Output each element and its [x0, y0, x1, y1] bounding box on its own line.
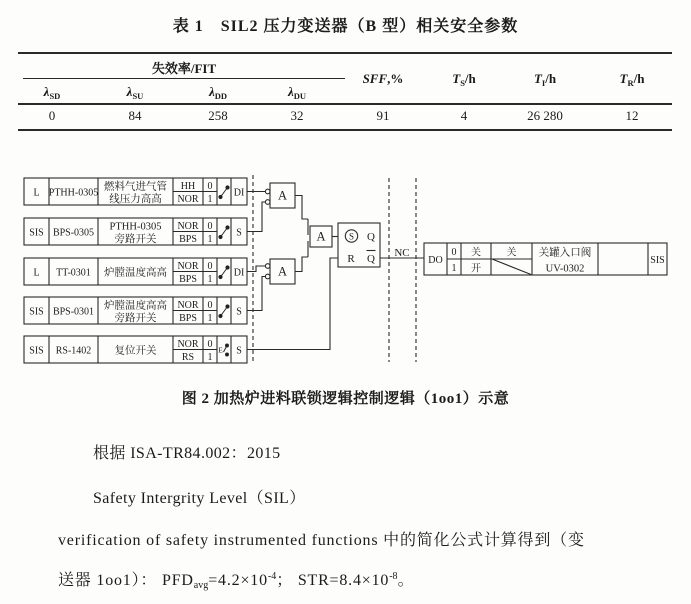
valve-action-line2: UV-0302 — [545, 263, 585, 275]
valve-state-label: 关 — [506, 247, 517, 259]
svg-text:0: 0 — [207, 339, 213, 350]
svg-text:S: S — [236, 227, 242, 239]
input-row-furnace-temp — [33, 261, 244, 285]
output-block-texts — [428, 246, 664, 275]
svg-text:NOR: NOR — [177, 194, 199, 205]
svg-text:SIS: SIS — [29, 306, 44, 318]
logic-diagram — [0, 165, 691, 380]
svg-text:NOR: NOR — [177, 300, 199, 311]
svg-text:PTHH-0305: PTHH-0305 — [48, 187, 99, 199]
svg-text:线压力高高: 线压力高高 — [109, 194, 162, 205]
pfd-avg-subscript: avg — [193, 580, 209, 591]
col-header-tr: $T_R/h$ — [619, 71, 645, 88]
svg-text:BPS: BPS — [179, 313, 197, 324]
table-group-header: 失效率/FIT — [151, 61, 217, 76]
svg-text:开: 开 — [471, 263, 481, 275]
svg-text:1: 1 — [207, 234, 213, 245]
input-row-fuel-gas-pressure — [33, 180, 244, 206]
table-rule-group — [23, 78, 345, 79]
output-sys-label: SIS — [650, 255, 665, 266]
svg-text:炉膛温度高高: 炉膛温度高高 — [104, 300, 167, 312]
input-row-bypass-0305 — [29, 221, 242, 245]
svg-text:L: L — [33, 267, 40, 279]
svg-text:TT-0301: TT-0301 — [56, 267, 91, 279]
svg-text:1: 1 — [451, 263, 457, 274]
and-gate-2-label: A — [277, 264, 288, 279]
switch-contact-icons — [219, 186, 229, 356]
svg-text:NOR: NOR — [177, 339, 199, 350]
latch-labels — [347, 231, 375, 265]
col-header-ts: $T_S/h$ — [452, 71, 476, 88]
svg-text:燃料气进气管: 燃料气进气管 — [104, 181, 167, 193]
col-header-lambda-dd: $\lambda_{DD}$ — [208, 84, 228, 101]
col-header-lambda-sd: $\lambda_{SD}$ — [43, 84, 61, 101]
col-header-ti: $T_I/h$ — [533, 71, 557, 88]
svg-text:BPS: BPS — [179, 234, 197, 245]
svg-text:0: 0 — [207, 300, 213, 311]
svg-text:SIS: SIS — [29, 345, 44, 357]
svg-text:炉膛温度高高: 炉膛温度高高 — [104, 267, 167, 279]
valve-action-line1: 关罐入口阀 — [538, 247, 592, 259]
and-gate-3-label: A — [316, 229, 326, 244]
svg-text:1: 1 — [207, 194, 213, 205]
paragraph-sil: Safety Intergrity Level（SIL） — [93, 490, 306, 507]
cell-lambda-su: 84 — [128, 108, 142, 123]
paragraph-result: 送器 1oo1）： $PFDavg=4.2\times 10^{-4}$； $STR=8.4\times 10^{-8}$。 — [58, 571, 415, 591]
str-exponent: -8 — [389, 571, 398, 582]
svg-text:HH: HH — [180, 181, 196, 192]
svg-text:PTHH-0305: PTHH-0305 — [109, 221, 162, 233]
svg-text:E: E — [218, 345, 223, 355]
figure-caption: 图 2 加热炉进料联锁逻辑控制逻辑（1oo1）示意 — [181, 391, 510, 407]
svg-text:复位开关: 复位开关 — [114, 345, 157, 357]
input-bubbles — [265, 189, 270, 279]
latch-qbar-label: Q — [367, 253, 375, 265]
svg-text:1: 1 — [207, 352, 213, 363]
svg-text:旁路开关: 旁路开关 — [114, 313, 157, 324]
cell-sff: 91 — [376, 108, 390, 123]
svg-text:NOR: NOR — [177, 261, 199, 272]
svg-text:0: 0 — [207, 261, 213, 272]
svg-text:BPS-0305: BPS-0305 — [52, 227, 95, 239]
svg-text:NOR: NOR — [177, 221, 199, 232]
svg-text:旁路开关: 旁路开关 — [114, 234, 157, 245]
paragraph-verification: verification of safety instrumented functions 中的简化公式计算得到（变 — [58, 532, 585, 549]
cell-lambda-dd: 258 — [208, 108, 228, 123]
pfd-exponent: -4 — [267, 571, 277, 582]
svg-text:S: S — [236, 306, 242, 318]
svg-text:1: 1 — [207, 274, 213, 285]
paragraph-isa-ref: 根据 ISA-TR84.002：2015 — [93, 445, 281, 462]
do-channel-label: DO — [428, 255, 443, 266]
latch-set-label: S — [348, 231, 355, 242]
svg-text:0: 0 — [207, 221, 213, 232]
cell-lambda-du: 32 — [290, 108, 304, 123]
svg-text:BPS-0301: BPS-0301 — [52, 306, 95, 318]
cell-tr: 12 — [625, 108, 639, 123]
table-title: 表 1 SIL2 压力变送器（B 型）相关安全参数 — [172, 18, 519, 35]
svg-text:L: L — [33, 187, 40, 199]
input-row-bypass-0301 — [29, 299, 242, 325]
signal-wires — [247, 192, 424, 350]
table-rule-bottom — [18, 129, 672, 131]
svg-text:RS-1402: RS-1402 — [55, 345, 92, 357]
nc-label: NC — [394, 247, 410, 259]
svg-text:S: S — [236, 345, 242, 357]
svg-text:DI: DI — [233, 267, 245, 279]
cell-ts: 4 — [460, 108, 468, 123]
svg-text:0: 0 — [451, 247, 457, 258]
and-gate-1-label: A — [277, 188, 288, 203]
svg-text:RS: RS — [181, 352, 195, 363]
latch-reset-label: R — [347, 253, 355, 265]
svg-text:关: 关 — [471, 247, 481, 259]
svg-text:0: 0 — [207, 181, 213, 192]
cell-lambda-sd: 0 — [48, 108, 56, 123]
svg-text:DI: DI — [233, 187, 245, 199]
svg-text:SIS: SIS — [29, 227, 44, 239]
input-row-reset-switch — [29, 339, 242, 363]
col-header-sff: SFF,% — [362, 71, 404, 86]
col-header-lambda-su: $\lambda_{SU}$ — [126, 84, 144, 101]
svg-text:1: 1 — [207, 313, 213, 324]
table-rule-mid — [18, 103, 672, 105]
table-rule-top — [18, 52, 672, 54]
col-header-lambda-du: $\lambda_{DU}$ — [287, 84, 307, 101]
svg-text:BPS: BPS — [179, 274, 197, 285]
cell-ti: 26 280 — [527, 108, 563, 123]
latch-q-label: Q — [367, 231, 375, 243]
